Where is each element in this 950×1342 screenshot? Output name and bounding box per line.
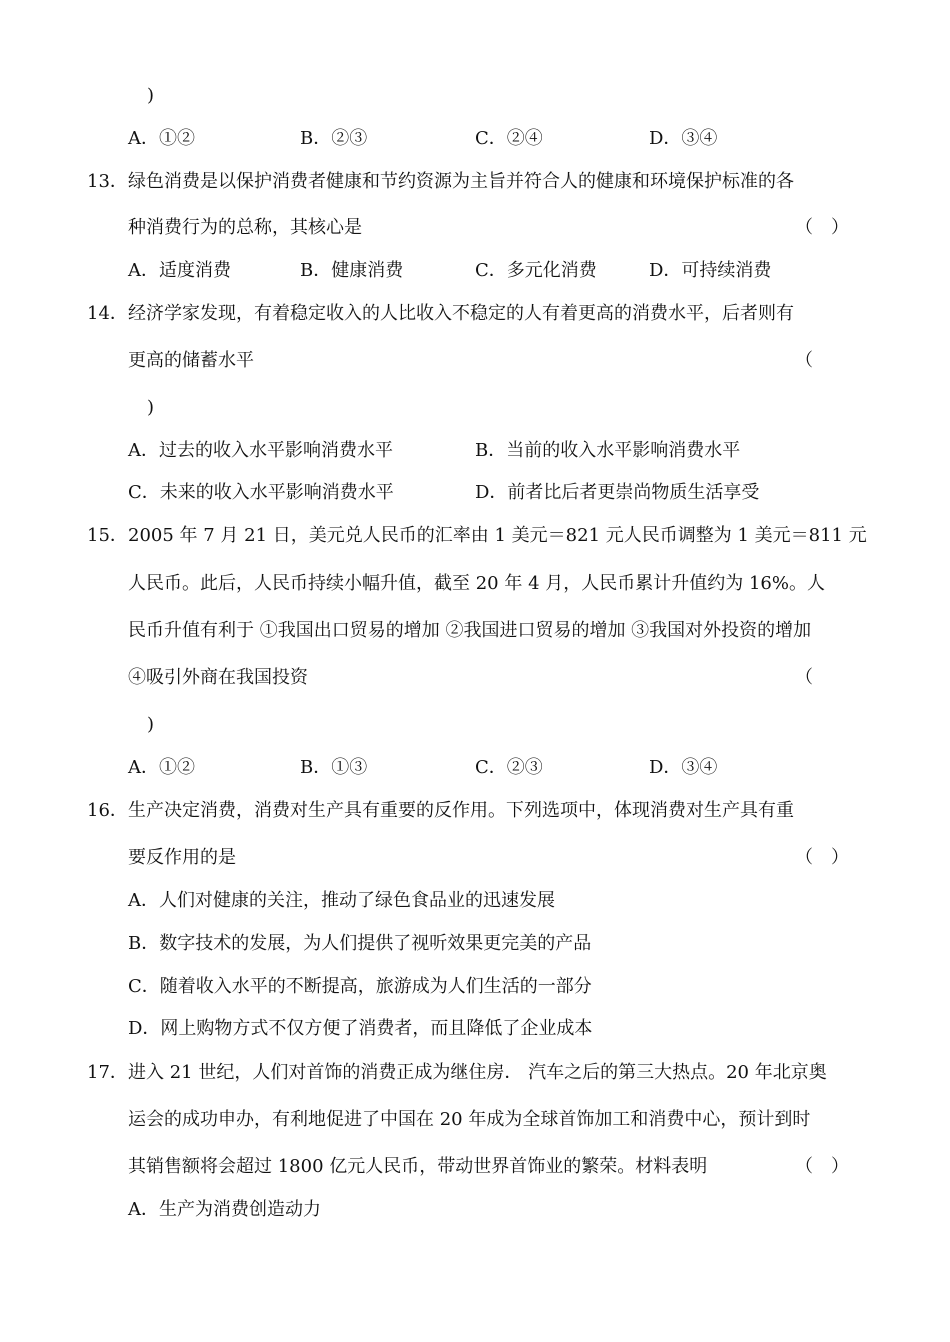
q12-option-c: C．②④ [475, 128, 543, 149]
q15-answer-paren-open: （ [795, 667, 813, 688]
q13-option-a: A．适度消费 [128, 260, 231, 281]
q14-stem-line2: 更高的储蓄水平 [128, 350, 254, 371]
q14-option-b: B．当前的收入水平影响消费水平 [475, 440, 741, 461]
q17-number: 17． [87, 1062, 128, 1083]
q12-option-a: A．①② [128, 128, 195, 149]
q17-stem-line3: 其销售额将会超过 1800 亿元人民币，带动世界首饰业的繁荣。材料表明 [128, 1156, 708, 1177]
q15-stem-line1: 2005 年 7 月 21 日，美元兑人民币的汇率由 1 美元＝821 元人民币调整为 1 美元＝811 元 [128, 525, 867, 546]
q15-stem-line4: ④吸引外商在我国投资 [128, 667, 308, 688]
q12-option-b: B．②③ [300, 128, 368, 149]
q12-option-d: D．③④ [649, 128, 718, 149]
q13-option-b: B．健康消费 [300, 260, 404, 281]
q14-number: 14． [87, 303, 128, 324]
q15-close-paren: ) [147, 714, 155, 735]
q13-number: 13． [87, 171, 128, 192]
q15-number: 15． [87, 525, 128, 546]
q16-option-d: D．网上购物方式不仅方便了消费者，而且降低了企业成本 [128, 1018, 593, 1039]
q17-stem-line1: 进入 21 世纪，人们对首饰的消费正成为继住房． 汽车之后的第三大热点。20 年北京奥 [128, 1062, 827, 1083]
q17-answer-paren: （ ） [795, 1156, 849, 1177]
q14-option-c: C．未来的收入水平影响消费水平 [128, 482, 394, 503]
q13-stem-line2: 种消费行为的总称，其核心是 [128, 217, 362, 238]
q17-option-a: A．生产为消费创造动力 [128, 1199, 321, 1220]
q16-option-b: B．数字技术的发展，为人们提供了视听效果更完美的产品 [128, 933, 592, 954]
q14-answer-paren-open: （ [795, 350, 813, 371]
q15-option-b: B．①③ [300, 757, 368, 778]
q16-option-a: A．人们对健康的关注，推动了绿色食品业的迅速发展 [128, 890, 555, 911]
q13-stem-line1: 绿色消费是以保护消费者健康和节约资源为主旨并符合人的健康和环境保护标准的各 [128, 171, 794, 192]
q16-number: 16． [87, 800, 128, 821]
q17-stem-line2: 运会的成功申办，有利地促进了中国在 20 年成为全球首饰加工和消费中心，预计到时 [128, 1109, 811, 1130]
q15-option-a: A．①② [128, 757, 195, 778]
q14-option-d: D．前者比后者更崇尚物质生活享受 [475, 482, 760, 503]
q16-stem-line2: 要反作用的是 [128, 847, 236, 868]
q16-option-c: C．随着收入水平的不断提高，旅游成为人们生活的一部分 [128, 976, 592, 997]
q12-close-paren: ) [147, 85, 155, 106]
q13-answer-paren: （ ） [795, 217, 849, 238]
q15-option-c: C．②③ [475, 757, 543, 778]
q13-option-d: D．可持续消费 [649, 260, 772, 281]
q15-option-d: D．③④ [649, 757, 718, 778]
q14-stem-line1: 经济学家发现，有着稳定收入的人比收入不稳定的人有着更高的消费水平，后者则有 [128, 303, 794, 324]
q14-option-a: A．过去的收入水平影响消费水平 [128, 440, 393, 461]
q16-answer-paren: （ ） [795, 847, 849, 868]
q15-stem-line3: 民币升值有利于 ①我国出口贸易的增加 ②我国进口贸易的增加 ③我国对外投资的增加 [128, 620, 812, 641]
q15-stem-line2: 人民币。此后，人民币持续小幅升值，截至 20 年 4 月，人民币累计升值约为 16%。人 [128, 573, 825, 594]
q14-close-paren: ) [147, 397, 155, 418]
q13-option-c: C．多元化消费 [475, 260, 597, 281]
q16-stem-line1: 生产决定消费，消费对生产具有重要的反作用。下列选项中，体现消费对生产具有重 [128, 800, 794, 821]
